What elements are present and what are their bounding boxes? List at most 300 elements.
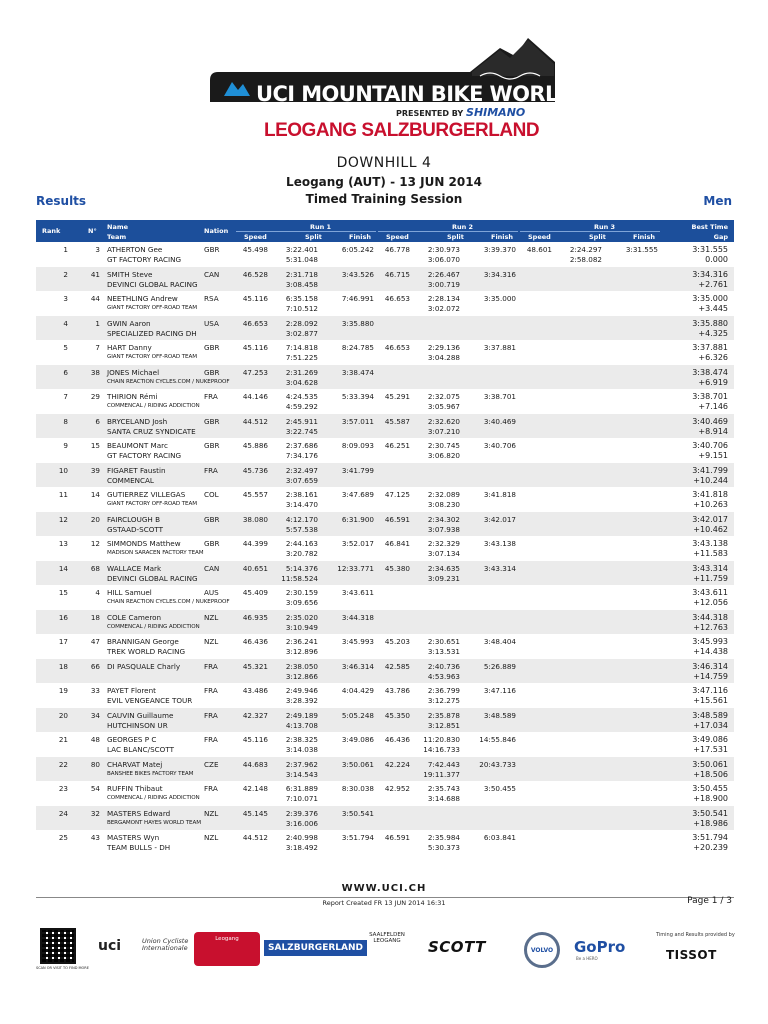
rider-name-cell: SMITH Steve xyxy=(107,269,153,279)
gap-cell: +11.759 xyxy=(693,573,728,583)
team-name-cell: HUTCHINSON UR xyxy=(107,720,168,730)
run2-speed-cell: 45.380 xyxy=(384,563,410,573)
run1-split2-cell: 4:13.708 xyxy=(285,720,318,730)
run1-speed-cell: 46.528 xyxy=(242,269,268,279)
best-time-cell: 3:50.541 xyxy=(692,808,728,818)
presented-by-text: PRESENTED BY xyxy=(396,109,464,118)
run1-split1-cell: 6:31.889 xyxy=(285,784,318,793)
run1-speed-cell: 43.486 xyxy=(242,686,268,695)
run1-speed-cell: 42.148 xyxy=(242,784,268,793)
nation-cell: NZL xyxy=(204,808,219,818)
rank-cell: 23 xyxy=(58,784,68,793)
team-name-cell: MADISON SARACEN FACTORY TEAM xyxy=(107,550,204,556)
rider-name-cell: HILL Samuel xyxy=(107,588,152,597)
bib-number-cell: 54 xyxy=(90,784,100,793)
bib-number-cell: 7 xyxy=(95,343,100,352)
col-name: Name xyxy=(107,223,129,231)
run1-finish-cell: 3:49.086 xyxy=(341,735,374,744)
bib-number-cell: 68 xyxy=(90,563,100,573)
best-time-cell: 3:50.061 xyxy=(692,759,728,769)
run1-finish-cell: 3:50.541 xyxy=(341,808,374,818)
col-run2-finish: Finish xyxy=(491,233,514,241)
bib-number-cell: 1 xyxy=(95,318,100,328)
bib-number-cell: 41 xyxy=(90,269,100,279)
run1-split2-cell: 3:20.782 xyxy=(285,549,318,558)
run2-split2-cell: 3:09.231 xyxy=(427,573,460,583)
run1-split2-cell: 3:02.877 xyxy=(285,328,318,338)
table-row xyxy=(36,316,734,341)
run2-split1-cell: 11:20.830 xyxy=(423,735,460,744)
col-nation: Nation xyxy=(204,227,229,235)
team-name-cell: TREK WORLD RACING xyxy=(107,647,186,656)
run1-split1-cell: 2:38.161 xyxy=(285,490,318,499)
run1-split1-cell: 2:49.946 xyxy=(285,686,318,695)
leogang-badge-logo: Leogang xyxy=(194,932,260,966)
gap-cell: +18.986 xyxy=(693,818,728,828)
rank-cell: 17 xyxy=(58,637,68,646)
run2-speed-cell: 46.251 xyxy=(384,441,410,450)
run2-finish-cell: 3:48.589 xyxy=(483,710,516,720)
table-row xyxy=(36,757,734,782)
table-row xyxy=(36,683,734,708)
run1-finish-cell: 3:38.474 xyxy=(341,367,374,377)
run2-finish-cell: 14:55.846 xyxy=(479,735,516,744)
table-row xyxy=(36,806,734,831)
table-row xyxy=(36,487,734,512)
nation-cell: NZL xyxy=(204,612,219,622)
run2-finish-cell: 3:42.017 xyxy=(483,514,516,524)
col-best-time: Best Time xyxy=(691,223,728,231)
run2-finish-cell: 3:43.138 xyxy=(483,539,516,548)
run2-speed-cell: 46.778 xyxy=(384,245,410,254)
bib-number-cell: 33 xyxy=(90,686,100,695)
run1-finish-cell: 12:33.771 xyxy=(337,563,374,573)
rank-cell: 11 xyxy=(58,490,68,499)
nation-cell: USA xyxy=(204,318,219,328)
best-time-cell: 3:42.017 xyxy=(692,514,728,524)
session-name: Timed Training Session xyxy=(305,192,463,206)
run1-split2-cell: 3:14.543 xyxy=(285,769,318,779)
nation-cell: FRA xyxy=(204,784,218,793)
bib-number-cell: 38 xyxy=(90,367,100,377)
run1-split2-cell: 3:28.392 xyxy=(285,696,318,705)
run1-split1-cell: 7:14.818 xyxy=(285,343,318,352)
rank-cell: 15 xyxy=(58,588,68,597)
run2-finish-cell: 20:43.733 xyxy=(479,759,516,769)
run1-split1-cell: 2:31.269 xyxy=(285,367,318,377)
col-run3-speed: Speed xyxy=(528,233,551,241)
rank-cell: 24 xyxy=(58,808,68,818)
run3-split1-cell: 2:24.297 xyxy=(569,245,602,254)
logo-location: LEOGANG SALZBURGERLAND xyxy=(264,120,540,141)
logo-title: UCI MOUNTAIN BIKE WORLD CUP xyxy=(256,82,628,106)
gap-cell: +6.919 xyxy=(698,377,728,387)
rank-cell: 22 xyxy=(58,759,68,769)
run1-finish-cell: 3:57.011 xyxy=(341,416,374,426)
team-name-cell: GSTAAD-SCOTT xyxy=(107,524,164,534)
rider-name-cell: FAIRCLOUGH B xyxy=(107,514,161,524)
run2-speed-cell: 46.841 xyxy=(384,539,410,548)
run1-split1-cell: 2:37.686 xyxy=(285,441,318,450)
run2-split1-cell: 2:30.973 xyxy=(427,245,460,254)
run1-split1-cell: 2:36.241 xyxy=(285,637,318,646)
best-time-cell: 3:44.318 xyxy=(692,612,728,622)
run2-split1-cell: 2:32.329 xyxy=(427,539,460,548)
gap-cell: +3.445 xyxy=(698,304,728,313)
team-name-cell: SPECIALIZED RACING DH xyxy=(107,328,197,338)
rank-cell: 12 xyxy=(58,514,68,524)
nation-cell: GBR xyxy=(204,539,220,548)
rider-name-cell: WALLACE Mark xyxy=(107,563,162,573)
rank-cell: 4 xyxy=(63,318,68,328)
best-time-cell: 3:40.706 xyxy=(692,441,728,450)
team-name-cell: CHAIN REACTION CYCLES.COM / NUKEPROOF xyxy=(107,599,230,605)
best-time-cell: 3:45.993 xyxy=(692,637,728,646)
run2-split2-cell: 3:05.967 xyxy=(427,402,460,411)
nation-cell: CAN xyxy=(204,563,220,573)
run1-speed-cell: 45.116 xyxy=(242,294,268,303)
run2-finish-cell: 3:40.706 xyxy=(483,441,516,450)
best-time-cell: 3:47.116 xyxy=(692,686,728,695)
run1-split1-cell: 2:28.092 xyxy=(285,318,318,328)
run1-split1-cell: 5:14.376 xyxy=(285,563,318,573)
rider-name-cell: RUFFIN Thibaut xyxy=(107,784,163,793)
team-name-cell: GIANT FACTORY OFF-ROAD TEAM xyxy=(107,354,197,360)
rank-cell: 10 xyxy=(58,465,68,475)
rank-cell: 19 xyxy=(58,686,68,695)
run2-split1-cell: 2:26.467 xyxy=(427,269,460,279)
volvo-logo: VOLVO xyxy=(524,932,560,968)
col-run3-split: Split xyxy=(589,233,606,241)
website-link[interactable]: WWW.UCI.CH xyxy=(341,883,427,894)
nation-cell: COL xyxy=(204,490,219,499)
run2-split2-cell: 3:12.851 xyxy=(427,720,460,730)
run1-split1-cell: 2:31.718 xyxy=(285,269,318,279)
run1-split2-cell: 7:51.225 xyxy=(285,353,318,362)
best-time-cell: 3:35.880 xyxy=(692,318,728,328)
nation-cell: GBR xyxy=(204,441,220,450)
run2-finish-cell: 3:50.455 xyxy=(483,784,516,793)
col-run2-split: Split xyxy=(447,233,464,241)
run2-finish-cell: 3:48.404 xyxy=(483,637,516,646)
event-logo xyxy=(210,36,628,146)
bib-number-cell: 15 xyxy=(90,441,100,450)
table-row xyxy=(36,634,734,659)
run1-split2-cell: 3:12.896 xyxy=(285,647,318,656)
run1-finish-cell: 3:52.017 xyxy=(341,539,374,548)
run1-finish-cell: 3:44.318 xyxy=(341,612,374,622)
rank-cell: 16 xyxy=(58,612,68,622)
nation-cell: GBR xyxy=(204,245,220,254)
run2-split2-cell: 14:16.733 xyxy=(423,745,460,754)
table-row xyxy=(36,830,734,855)
rider-name-cell: THIRION Rémi xyxy=(107,392,158,401)
best-time-cell: 3:48.589 xyxy=(692,710,728,720)
run1-split2-cell: 3:12.866 xyxy=(285,671,318,681)
salzburgerland-logo: SALZBURGERLAND xyxy=(264,940,367,956)
run2-speed-cell: 46.436 xyxy=(384,735,410,744)
table-row xyxy=(36,536,734,561)
run2-split2-cell: 3:06.820 xyxy=(427,451,460,460)
table-row xyxy=(36,340,734,365)
nation-cell: NZL xyxy=(204,833,219,842)
team-name-cell: TEAM BULLS - DH xyxy=(107,843,171,852)
bib-number-cell: 32 xyxy=(90,808,100,818)
run1-finish-cell: 3:50.061 xyxy=(341,759,374,769)
saalfelden-leogang-logo: SAALFELDEN LEOGANG xyxy=(369,932,405,944)
rider-name-cell: CHARVAT Matej xyxy=(107,759,163,769)
team-name-cell: GT FACTORY RACING xyxy=(107,255,182,264)
run2-split2-cell: 3:12.275 xyxy=(427,696,460,705)
run1-finish-cell: 3:35.880 xyxy=(341,318,374,328)
run1-finish-cell: 6:31.900 xyxy=(341,514,374,524)
table-row xyxy=(36,414,734,439)
bib-number-cell: 39 xyxy=(90,465,100,475)
run1-split2-cell: 3:22.745 xyxy=(285,426,318,436)
best-time-cell: 3:37.881 xyxy=(692,343,728,352)
best-time-cell: 3:50.455 xyxy=(692,784,728,793)
run2-split1-cell: 2:32.075 xyxy=(427,392,460,401)
run2-speed-cell: 46.591 xyxy=(384,833,410,842)
run2-finish-cell: 3:47.116 xyxy=(483,686,516,695)
run1-split2-cell: 3:16.006 xyxy=(285,818,318,828)
run2-speed-cell: 42.224 xyxy=(384,759,410,769)
gap-cell: +14.759 xyxy=(693,671,728,681)
col-run2-speed: Speed xyxy=(386,233,409,241)
scott-logo: SCOTT xyxy=(428,938,486,956)
run1-split2-cell: 3:08.458 xyxy=(285,279,318,289)
col-run3-finish: Finish xyxy=(633,233,656,241)
rank-cell: 9 xyxy=(63,441,68,450)
run1-speed-cell: 44.512 xyxy=(242,416,268,426)
team-name-cell: GIANT FACTORY OFF-ROAD TEAM xyxy=(107,501,197,507)
run1-finish-cell: 8:09.093 xyxy=(341,441,374,450)
rank-cell: 6 xyxy=(63,367,68,377)
nation-cell: FRA xyxy=(204,710,218,720)
gap-cell: +4.325 xyxy=(698,328,728,338)
team-name-cell: GIANT FACTORY OFF-ROAD TEAM xyxy=(107,305,197,311)
qr-caption: SCAN OR VISIT TO FIND MORE xyxy=(36,966,89,970)
col-run1-split: Split xyxy=(305,233,322,241)
page-number: Page 1 / 3 xyxy=(687,896,732,906)
run3-speed-cell: 48.601 xyxy=(526,245,552,254)
rider-name-cell: BRYCELAND Josh xyxy=(107,416,168,426)
col-run1-speed: Speed xyxy=(244,233,267,241)
rider-name-cell: GWIN Aaron xyxy=(107,318,151,328)
run1-split1-cell: 2:38.325 xyxy=(285,735,318,744)
best-time-cell: 3:34.316 xyxy=(692,269,728,279)
best-time-cell: 3:43.611 xyxy=(692,588,728,597)
best-time-cell: 3:35.000 xyxy=(692,294,728,303)
nation-cell: FRA xyxy=(204,686,218,695)
run2-finish-cell: 5:26.889 xyxy=(483,661,516,671)
run1-speed-cell: 44.683 xyxy=(242,759,268,769)
nation-cell: FRA xyxy=(204,465,218,475)
run1-split1-cell: 2:37.962 xyxy=(285,759,318,769)
run1-split2-cell: 3:07.659 xyxy=(285,475,318,485)
run2-finish-cell: 3:39.370 xyxy=(483,245,516,254)
run2-split2-cell: 3:08.230 xyxy=(427,500,460,509)
team-name-cell: LAC BLANC/SCOTT xyxy=(107,745,174,754)
run1-finish-cell: 3:51.794 xyxy=(341,833,374,842)
run1-finish-cell: 6:05.242 xyxy=(341,245,374,254)
best-time-cell: 3:43.314 xyxy=(692,563,728,573)
run2-split2-cell: 3:07.210 xyxy=(427,426,460,436)
run1-split1-cell: 3:22.401 xyxy=(285,245,318,254)
run1-speed-cell: 45.116 xyxy=(242,343,268,352)
run1-finish-cell: 7:46.991 xyxy=(341,294,374,303)
gap-cell: +17.531 xyxy=(693,745,728,754)
run1-split1-cell: 2:40.998 xyxy=(285,833,318,842)
gap-cell: +11.583 xyxy=(693,549,728,558)
best-time-cell: 3:49.086 xyxy=(692,735,728,744)
best-time-cell: 3:41.799 xyxy=(692,465,728,475)
rank-cell: 18 xyxy=(58,661,68,671)
gap-cell: 0.000 xyxy=(705,255,728,264)
run2-speed-cell: 45.291 xyxy=(384,392,410,401)
run1-split2-cell: 3:10.949 xyxy=(285,622,318,632)
nation-cell: GBR xyxy=(204,343,220,352)
tissot-logo: TISSOT xyxy=(666,948,717,962)
run1-speed-cell: 46.653 xyxy=(242,318,268,328)
bib-number-cell: 6 xyxy=(95,416,100,426)
run1-finish-cell: 8:24.785 xyxy=(341,343,374,352)
rank-cell: 21 xyxy=(58,735,68,744)
rider-name-cell: NEETHLING Andrew xyxy=(107,294,178,303)
run2-speed-cell: 43.786 xyxy=(384,686,410,695)
gap-cell: +2.761 xyxy=(698,279,728,289)
run2-finish-cell: 3:41.818 xyxy=(483,490,516,499)
table-row xyxy=(36,708,734,733)
best-time-cell: 3:51.794 xyxy=(692,833,728,842)
rank-cell: 7 xyxy=(63,392,68,401)
run1-finish-cell: 3:43.611 xyxy=(341,588,374,597)
run1-split2-cell: 5:31.048 xyxy=(285,255,318,264)
run2-finish-cell: 3:37.881 xyxy=(483,343,516,352)
run1-speed-cell: 45.409 xyxy=(242,588,268,597)
table-row xyxy=(36,512,734,537)
run2-speed-cell: 42.585 xyxy=(384,661,410,671)
table-row xyxy=(36,242,734,267)
col-run1-finish: Finish xyxy=(349,233,372,241)
rider-name-cell: GEORGES P C xyxy=(107,735,157,744)
run2-split1-cell: 2:30.745 xyxy=(427,441,460,450)
run2-speed-cell: 46.653 xyxy=(384,343,410,352)
gap-cell: +8.914 xyxy=(698,426,728,436)
run1-split2-cell: 5:57.538 xyxy=(285,524,318,534)
run1-split2-cell: 3:14.038 xyxy=(285,745,318,754)
run2-speed-cell: 42.952 xyxy=(384,784,410,793)
best-time-cell: 3:38.701 xyxy=(692,392,728,401)
bib-number-cell: 18 xyxy=(90,612,100,622)
best-time-cell: 3:31.555 xyxy=(692,245,728,254)
run1-finish-cell: 5:33.394 xyxy=(341,392,374,401)
bib-number-cell: 80 xyxy=(90,759,100,769)
table-row xyxy=(36,781,734,806)
col-rank: Rank xyxy=(42,227,61,235)
bib-number-cell: 4 xyxy=(95,588,100,597)
results-label: Results xyxy=(36,194,87,208)
run2-speed-cell: 45.350 xyxy=(384,710,410,720)
rider-name-cell: JONES Michael xyxy=(107,367,160,377)
rider-name-cell: ATHERTON Gee xyxy=(107,245,163,254)
run2-split2-cell: 3:02.072 xyxy=(427,304,460,313)
team-name-cell: COMMENCAL / RIDING ADDICTION xyxy=(107,623,200,630)
table-body xyxy=(36,242,734,855)
run2-finish-cell: 3:34.316 xyxy=(483,269,516,279)
rider-name-cell: COLE Cameron xyxy=(107,612,162,622)
col-gap: Gap xyxy=(713,233,728,241)
run1-speed-cell: 45.557 xyxy=(242,490,268,499)
run1-speed-cell: 40.651 xyxy=(242,563,268,573)
rank-cell: 8 xyxy=(63,416,68,426)
nation-cell: FRA xyxy=(204,392,218,401)
event-subtitle: Leogang (AUT) - 13 JUN 2014 xyxy=(286,175,482,189)
run1-finish-cell: 3:41.799 xyxy=(341,465,374,475)
run1-speed-cell: 46.436 xyxy=(242,637,268,646)
gap-cell: +12.763 xyxy=(693,622,728,632)
run2-split1-cell: 2:34.302 xyxy=(427,514,460,524)
gap-cell: +10.263 xyxy=(693,500,728,509)
bib-number-cell: 43 xyxy=(90,833,100,842)
gap-cell: +18.900 xyxy=(693,794,728,803)
bib-number-cell: 20 xyxy=(90,514,100,524)
team-name-cell: COMMENCAL / RIDING ADDICTION xyxy=(107,403,200,409)
rider-name-cell: DI PASQUALE Charly xyxy=(107,661,181,671)
event-title: DOWNHILL 4 xyxy=(336,155,432,171)
run1-split1-cell: 2:30.159 xyxy=(285,588,318,597)
bib-number-cell: 48 xyxy=(90,735,100,744)
rank-cell: 5 xyxy=(63,343,68,352)
rider-name-cell: GUTIERREZ VILLEGAS xyxy=(107,490,186,499)
run1-finish-cell: 3:45.993 xyxy=(341,637,374,646)
team-name-cell: BANSHEE BIKES FACTORY TEAM xyxy=(107,770,194,777)
gopro-tagline: Be a HERO xyxy=(576,956,598,961)
bib-number-cell: 34 xyxy=(90,710,100,720)
run2-split1-cell: 2:34.635 xyxy=(427,563,460,573)
run1-split1-cell: 2:32.497 xyxy=(285,465,318,475)
bib-number-cell: 66 xyxy=(90,661,100,671)
run2-split1-cell: 2:29.136 xyxy=(427,343,460,352)
run2-split1-cell: 7:42.443 xyxy=(427,759,460,769)
run1-split1-cell: 2:39.376 xyxy=(285,808,318,818)
run2-finish-cell: 3:38.701 xyxy=(483,392,516,401)
run1-split2-cell: 3:18.492 xyxy=(285,843,318,852)
run1-split1-cell: 2:44.163 xyxy=(285,539,318,548)
run1-split1-cell: 4:24.535 xyxy=(285,392,318,401)
run3-split2-cell: 2:58.082 xyxy=(569,255,602,264)
table-row xyxy=(36,438,734,463)
gap-cell: +14.438 xyxy=(693,647,728,656)
col-team: Team xyxy=(107,233,127,241)
rider-name-cell: CAUVIN Guillaume xyxy=(107,710,174,720)
timing-credit: Timing and Results provided by xyxy=(656,932,735,938)
rank-cell: 1 xyxy=(63,245,68,254)
run2-split1-cell: 2:35.984 xyxy=(427,833,460,842)
run1-split2-cell: 11:58.524 xyxy=(281,573,318,583)
run1-speed-cell: 44.146 xyxy=(242,392,268,401)
run1-speed-cell: 47.253 xyxy=(242,367,268,377)
run2-split1-cell: 2:36.799 xyxy=(427,686,460,695)
run2-speed-cell: 47.125 xyxy=(384,490,410,499)
run2-split2-cell: 3:06.070 xyxy=(427,255,460,264)
run2-split1-cell: 2:35.878 xyxy=(427,710,460,720)
run1-speed-cell: 45.145 xyxy=(242,808,268,818)
run1-split2-cell: 3:04.628 xyxy=(285,377,318,387)
run2-split2-cell: 3:07.134 xyxy=(427,549,460,558)
run1-speed-cell: 45.736 xyxy=(242,465,268,475)
run2-finish-cell: 6:03.841 xyxy=(483,833,516,842)
